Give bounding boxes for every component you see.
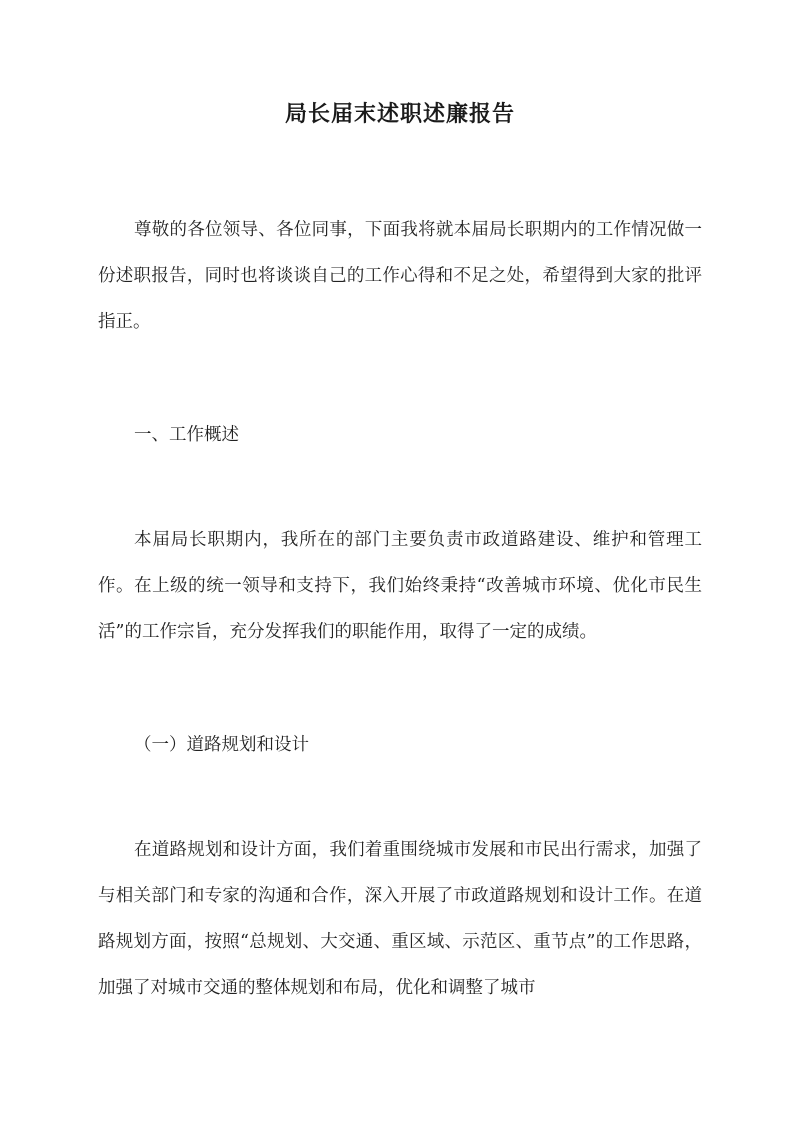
document-title: 局长届末述职述廉报告 xyxy=(284,101,515,127)
road-planning-paragraph: 在道路规划和设计方面，我们着重围绕城市发展和市民出行需求，加强了与相关部门和专家的沟通和合作，深入开展了市政道路规划和设计工作。在道路规划方面，按照“总规划、大交通、重区域、示范区、重节点”的工作思路，加强了对城市交通的整体规划和布局，优化和调整了城市 xyxy=(98,840,702,998)
work-overview-paragraph: 本届局长职期内，我所在的部门主要负责市政道路建设、维护和管理工作。在上级的统一领导和支持下，我们始终秉持“改善城市环境、优化市民生活”的工作宗旨，充分发挥我们的职能作用，取得了一定的成绩。 xyxy=(98,530,702,642)
section-heading-work-overview: 一、工作概述 xyxy=(134,425,239,445)
intro-paragraph: 尊敬的各位领导、各位同事，下面我将就本届局长职期内的工作情况做一份述职报告，同时也将谈谈自己的工作心得和不足之处，希望得到大家的批评指正。 xyxy=(98,220,702,332)
subsection-heading-road-planning: （一）道路规划和设计 xyxy=(134,735,309,755)
